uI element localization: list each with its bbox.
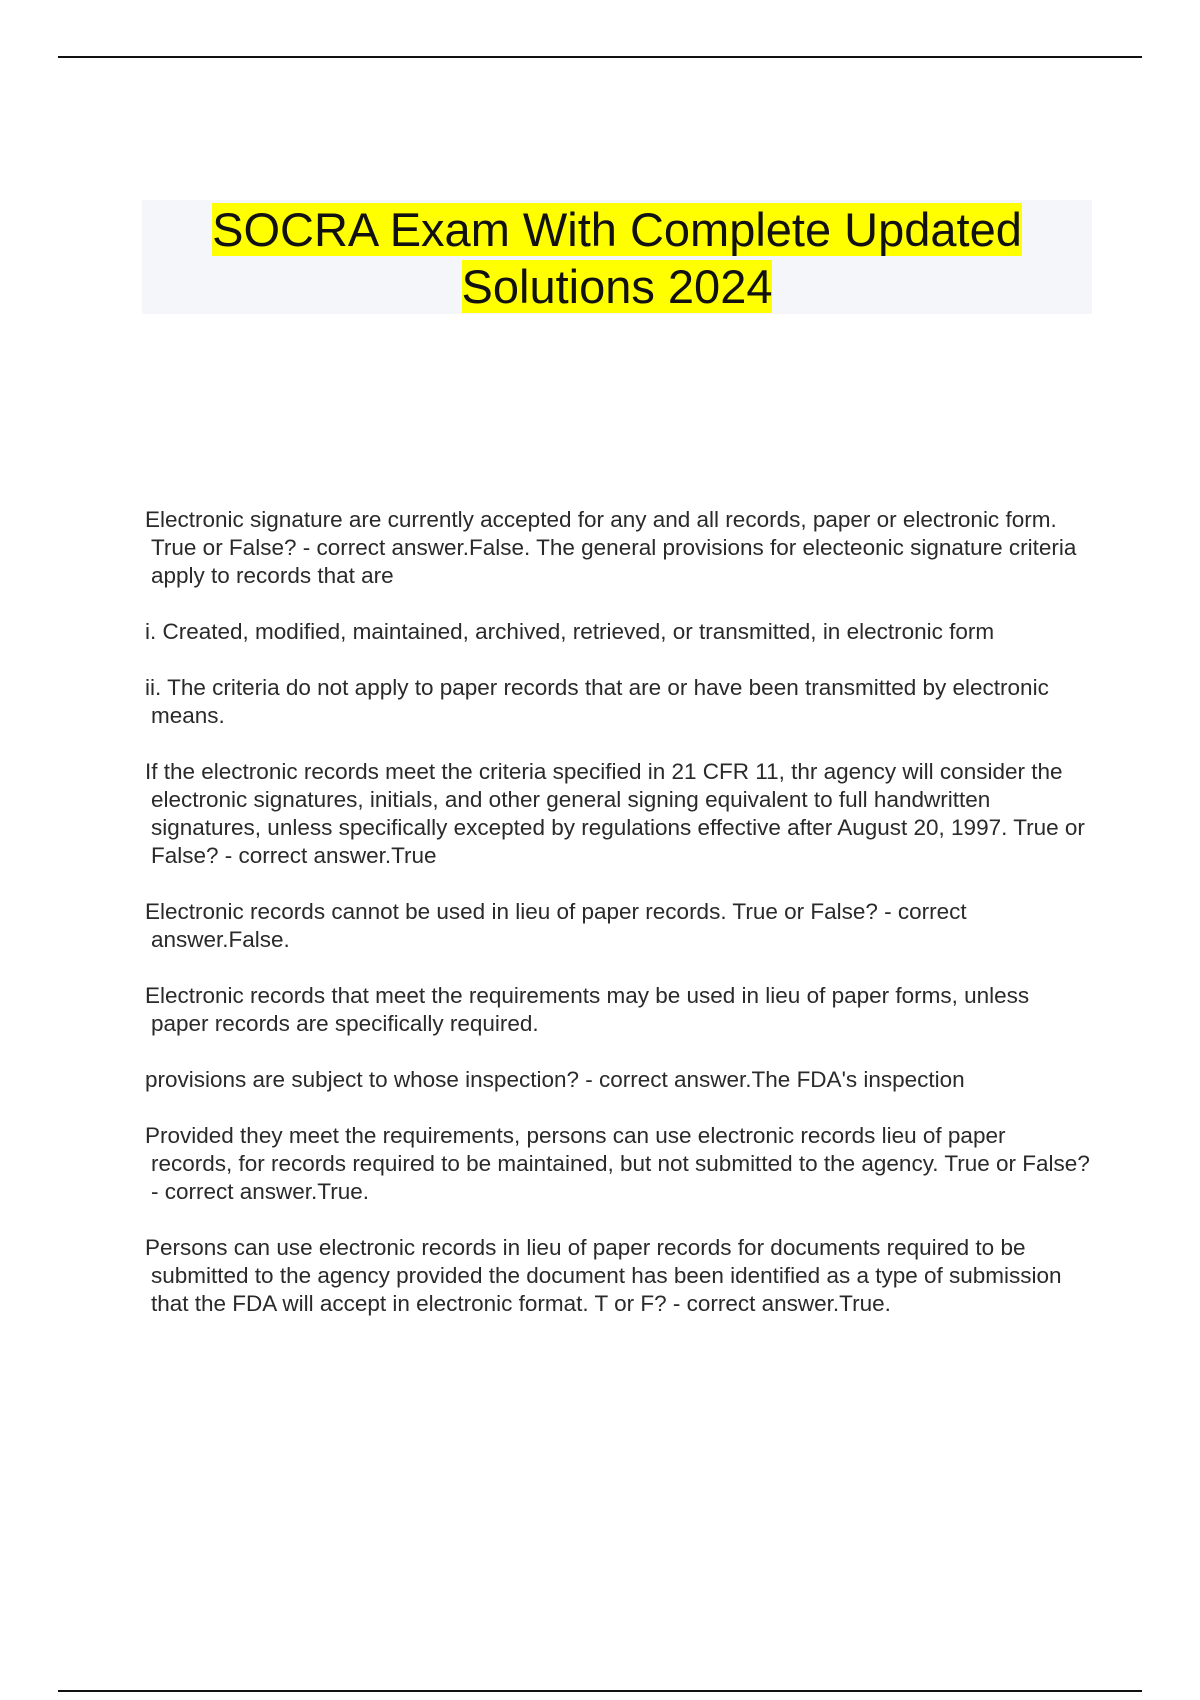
title-wrap (202, 200, 1032, 315)
paragraph-6: Electronic records that meet the requirements may be used in lieu of paper forms, unless paper records are specifically required. (145, 983, 1030, 1036)
title-band (142, 200, 1092, 314)
document-body (145, 506, 1090, 1346)
paragraph-5: Electronic records cannot be used in lieu of paper records. True or False? - correct answer.False. (145, 899, 967, 952)
header-rule (58, 56, 1142, 58)
footer-rule (58, 1690, 1142, 1692)
paragraph-9: Persons can use electronic records in lieu of paper records for documents required to be submitted to the agency provided the document has been identified as a type of submission that the FDA will accept in electronic format. T or F? - correct answer.True. (145, 1235, 1062, 1316)
paragraph-8: Provided they meet the requirements, persons can use electronic records lieu of paper records, for records required to be maintained, but not submitted to the agency. True or False? - correct answer.True. (145, 1123, 1090, 1204)
paragraph-2: i. Created, modified, maintained, archived, retrieved, or transmitted, in electronic form (145, 619, 995, 644)
paragraph-7: provisions are subject to whose inspection? - correct answer.The FDA's inspection (145, 1067, 965, 1092)
paragraph-1: Electronic signature are currently accepted for any and all records, paper or electronic form. True or False? - correct answer.False. The general provisions for electeonic signature criteria apply to records that are (145, 507, 1077, 588)
document-title: SOCRA Exam With Complete Updated Solutions 2024 (212, 203, 1022, 313)
paragraph-4: If the electronic records meet the criteria specified in 21 CFR 11, thr agency will consider the electronic signatures, initials, and other general signing equivalent to full handwritten signatures, unless specifically excepted by regulations effective after August 20, 1997. True or False? - correct answer.True (145, 759, 1085, 868)
paragraph-3: ii. The criteria do not apply to paper records that are or have been transmitted by electronic means. (145, 675, 1049, 728)
